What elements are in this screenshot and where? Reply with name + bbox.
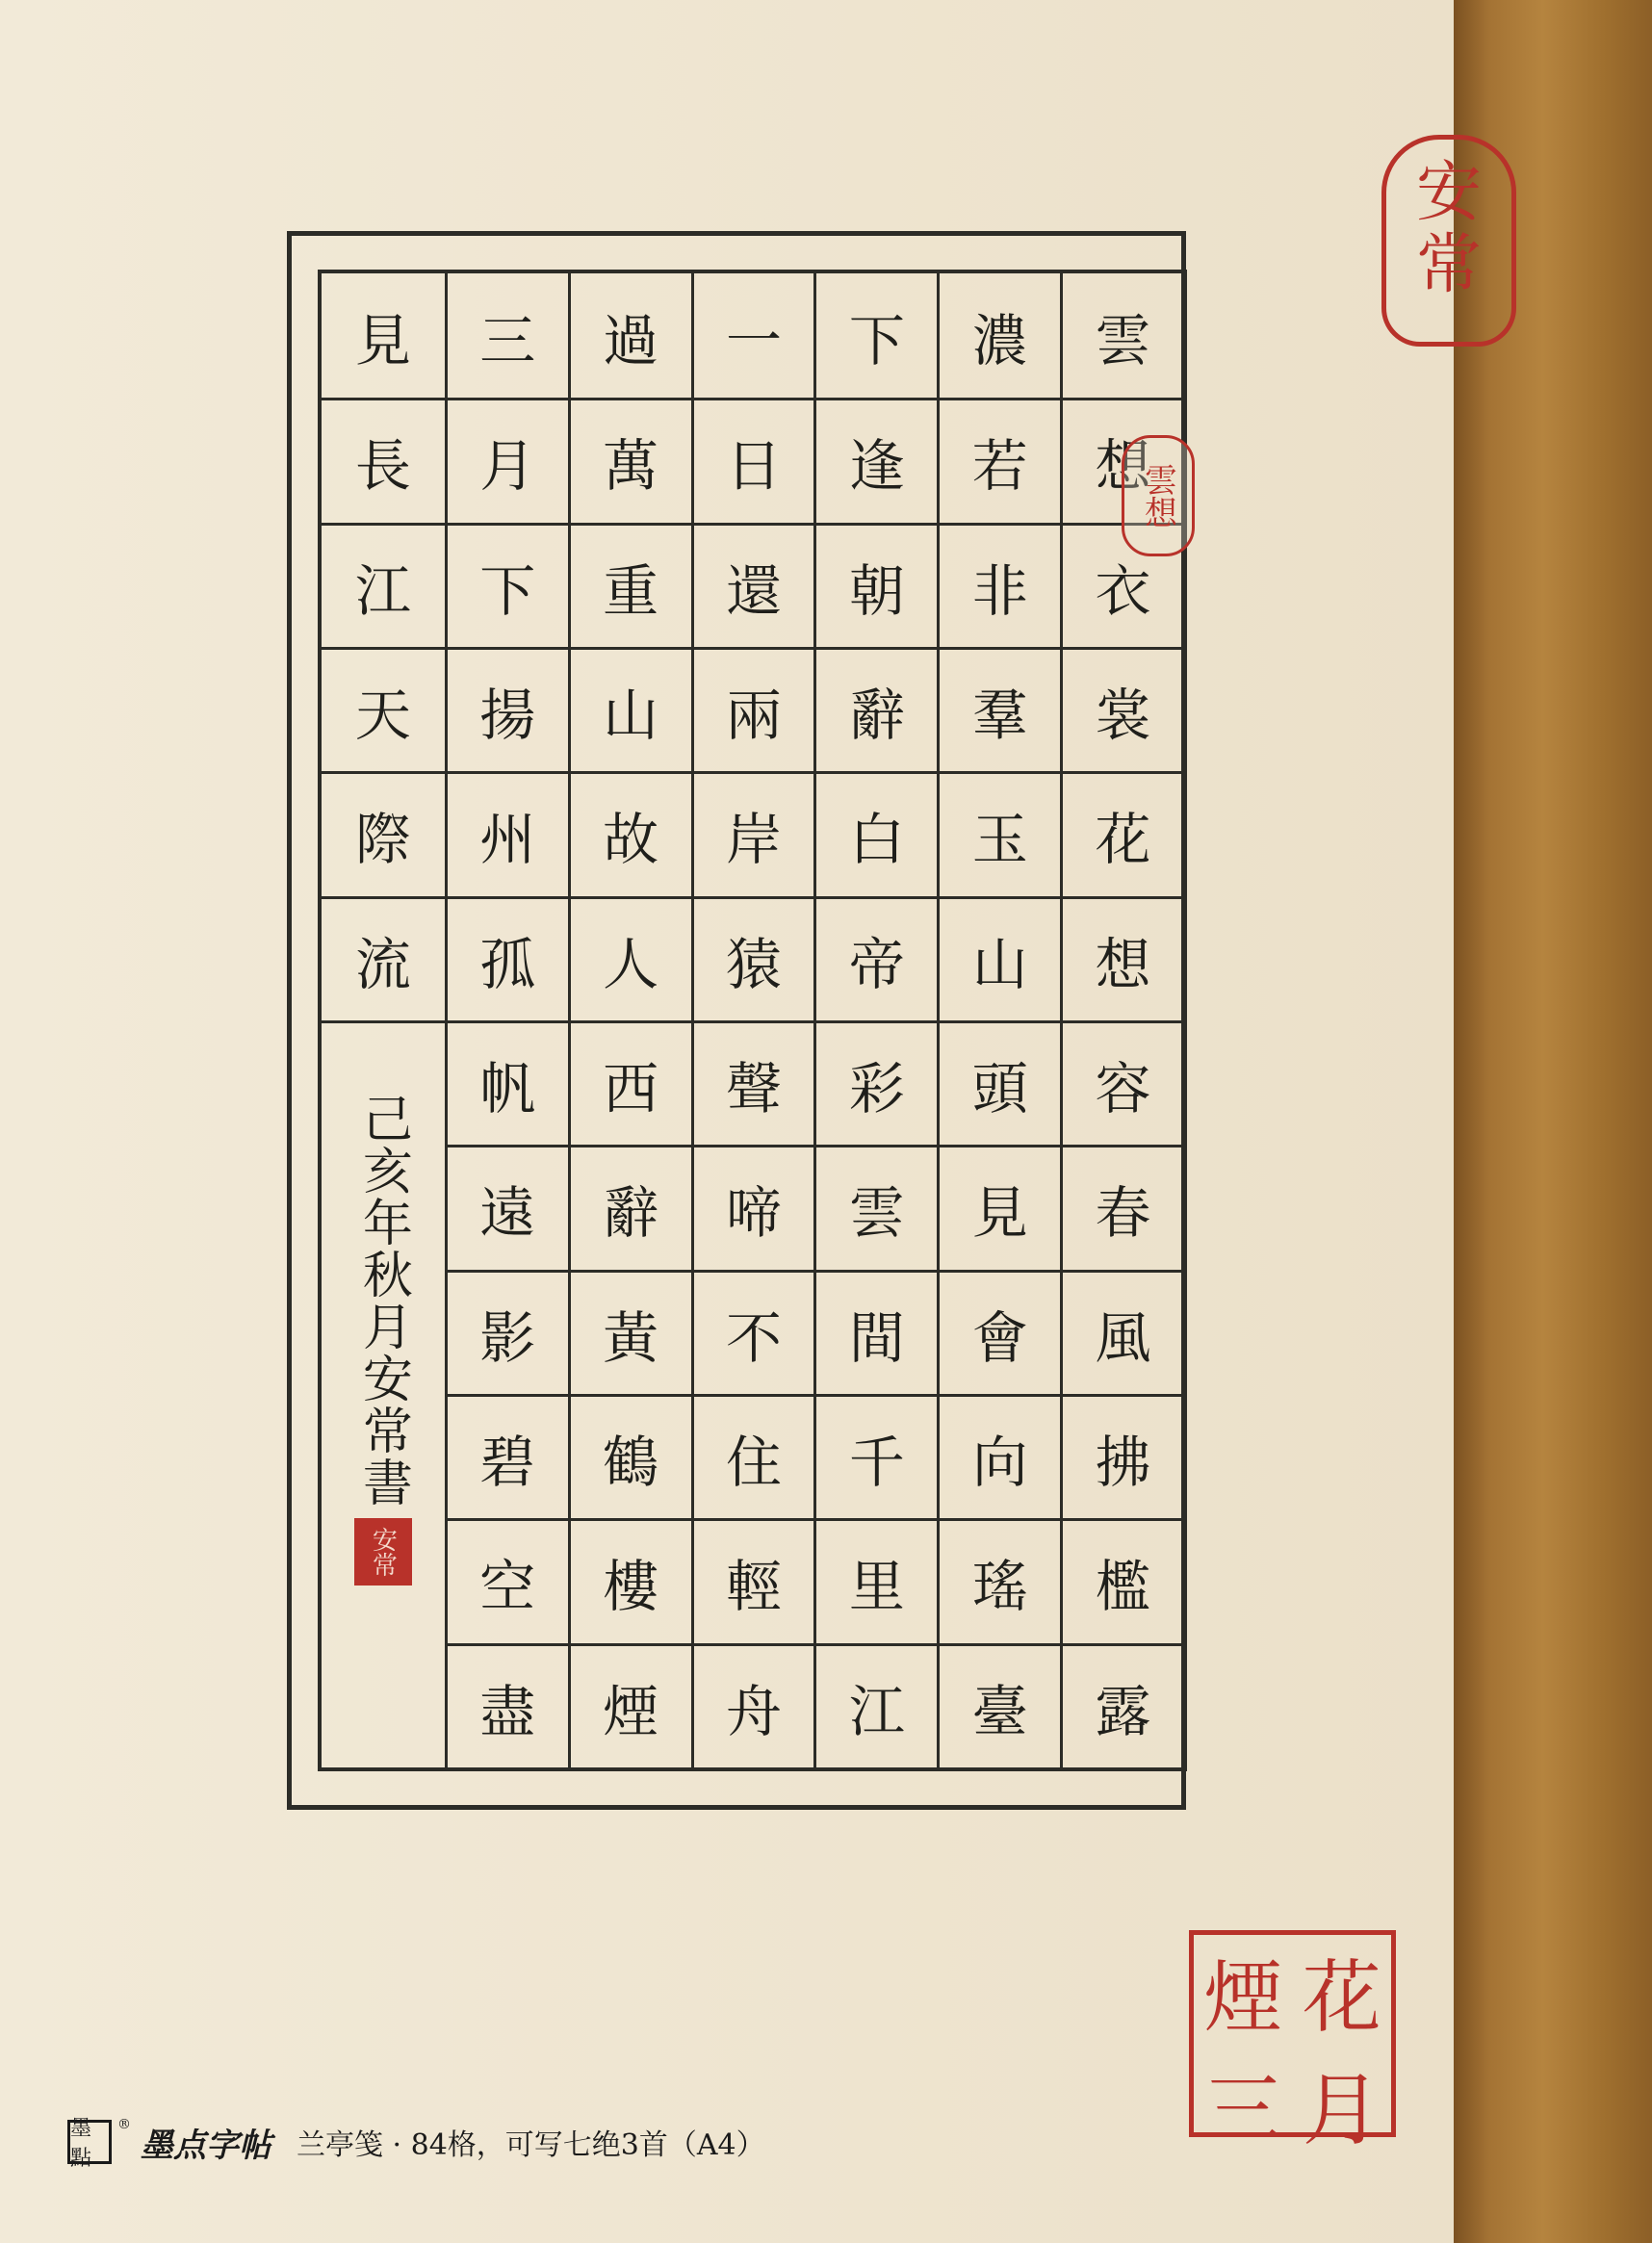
grid-char: 彩 xyxy=(816,1020,937,1145)
grid-char: 帝 xyxy=(816,896,937,1020)
brand-logo-icon: 墨點 xyxy=(67,2120,112,2164)
grid-char: 樓 xyxy=(571,1518,691,1642)
corner-seal-char: 三 xyxy=(1203,2065,1283,2156)
grid-char: 盡 xyxy=(448,1643,568,1767)
grid-char: 岸 xyxy=(694,771,814,895)
grid-char: 舟 xyxy=(694,1643,814,1767)
grid-char: 西 xyxy=(571,1020,691,1145)
signature-cell xyxy=(322,1020,445,1767)
grid-char: 玉 xyxy=(940,771,1060,895)
text-column xyxy=(691,273,814,1767)
grid-char: 故 xyxy=(571,771,691,895)
grid-char: 州 xyxy=(448,771,568,895)
brand-name: 墨点字帖 xyxy=(141,2126,271,2165)
grid-char: 遠 xyxy=(448,1145,568,1269)
top-seal-char: 安 xyxy=(1415,155,1482,231)
grid-char: 人 xyxy=(571,896,691,1020)
grid-char: 春 xyxy=(1063,1145,1183,1269)
grid-char: 不 xyxy=(694,1270,814,1394)
top-seal-char: 常 xyxy=(1415,226,1482,303)
calligraphy-grid xyxy=(318,270,1187,1771)
grid-char: 雲 xyxy=(816,1145,937,1269)
signature-text: 己亥年秋月安常書 xyxy=(353,1092,412,1508)
corner-seal xyxy=(1189,1930,1396,2156)
grid-char: 一 xyxy=(725,307,782,374)
product-description: 兰亭笺 · 84格，可写七绝3首（A4） xyxy=(297,2128,765,2162)
grid-char: 檻 xyxy=(1063,1518,1183,1642)
grid-char: 非 xyxy=(940,523,1060,647)
grid-char: 里 xyxy=(816,1518,937,1642)
grid-char: 鶴 xyxy=(571,1394,691,1518)
grid-char: 長 xyxy=(322,398,445,522)
text-column xyxy=(322,273,445,1767)
grid-char: 花 xyxy=(1063,771,1183,895)
grid-char: 露 xyxy=(1063,1643,1183,1767)
top-seal xyxy=(1381,135,1516,347)
grid-char: 雲 xyxy=(1095,307,1151,374)
grid-char: 萬 xyxy=(571,398,691,522)
grid-char: 濃 xyxy=(971,307,1028,374)
grid-char: 過 xyxy=(603,307,659,374)
grid-char: 日 xyxy=(694,398,814,522)
grid-char: 猿 xyxy=(694,896,814,1020)
grid-char: 影 xyxy=(448,1270,568,1394)
grid-char: 兩 xyxy=(694,647,814,771)
corner-seal-char: 煙 xyxy=(1203,1952,1283,2044)
text-column xyxy=(813,273,937,1767)
grid-char: 際 xyxy=(322,771,445,895)
grid-char: 容 xyxy=(1063,1020,1183,1145)
grid-char: 間 xyxy=(816,1270,937,1394)
grid-char: 想 xyxy=(1063,896,1183,1020)
grid-char: 逢 xyxy=(816,398,937,522)
grid-char: 衣 xyxy=(1063,523,1183,647)
grid-char: 羣 xyxy=(940,647,1060,771)
grid-char: 臺 xyxy=(940,1643,1060,1767)
grid-char: 山 xyxy=(940,896,1060,1020)
grid-char: 空 xyxy=(448,1518,568,1642)
grid-char: 千 xyxy=(816,1394,937,1518)
grid-char: 瑤 xyxy=(940,1518,1060,1642)
grid-char: 江 xyxy=(322,523,445,647)
footer xyxy=(67,2113,765,2171)
grid-char: 下 xyxy=(848,307,905,374)
grid-char: 山 xyxy=(571,647,691,771)
grid-char: 帆 xyxy=(448,1020,568,1145)
corner-seal-char: 花 xyxy=(1302,1952,1381,2044)
cloud-seal: 雲想 xyxy=(1122,435,1195,556)
grid-char: 黃 xyxy=(571,1270,691,1394)
corner-seal-char: 月 xyxy=(1302,2065,1381,2156)
grid-char: 煙 xyxy=(571,1643,691,1767)
grid-char: 三 xyxy=(479,307,536,374)
text-column xyxy=(937,273,1060,1767)
grid-char: 若 xyxy=(940,398,1060,522)
grid-char: 還 xyxy=(694,523,814,647)
grid-char: 向 xyxy=(940,1394,1060,1518)
grid-char: 辭 xyxy=(571,1145,691,1269)
text-column xyxy=(445,273,568,1767)
grid-char: 朝 xyxy=(816,523,937,647)
grid-char: 見 xyxy=(354,307,411,374)
grid-char: 白 xyxy=(816,771,937,895)
grid-char: 頭 xyxy=(940,1020,1060,1145)
grid-char: 天 xyxy=(322,647,445,771)
grid-char: 想 xyxy=(1063,398,1183,522)
grid-char: 碧 xyxy=(448,1394,568,1518)
grid-char: 辭 xyxy=(816,647,937,771)
registered-mark: ® xyxy=(117,2117,131,2132)
grid-char: 裳 xyxy=(1063,647,1183,771)
grid-char: 重 xyxy=(571,523,691,647)
grid-char: 下 xyxy=(448,523,568,647)
grid-char: 會 xyxy=(940,1270,1060,1394)
grid-char: 輕 xyxy=(694,1518,814,1642)
grid-char: 住 xyxy=(694,1394,814,1518)
grid-char: 見 xyxy=(940,1145,1060,1269)
grid-char: 江 xyxy=(816,1643,937,1767)
signature-seal: 安常 xyxy=(354,1518,412,1586)
grid-char: 流 xyxy=(322,896,445,1020)
text-column xyxy=(568,273,691,1767)
grid-char: 揚 xyxy=(448,647,568,771)
grid-char: 拂 xyxy=(1063,1394,1183,1518)
grid-char: 風 xyxy=(1063,1270,1183,1394)
grid-char: 啼 xyxy=(694,1145,814,1269)
grid-char: 孤 xyxy=(448,896,568,1020)
grid-char: 月 xyxy=(448,398,568,522)
grid-char: 聲 xyxy=(694,1020,814,1145)
